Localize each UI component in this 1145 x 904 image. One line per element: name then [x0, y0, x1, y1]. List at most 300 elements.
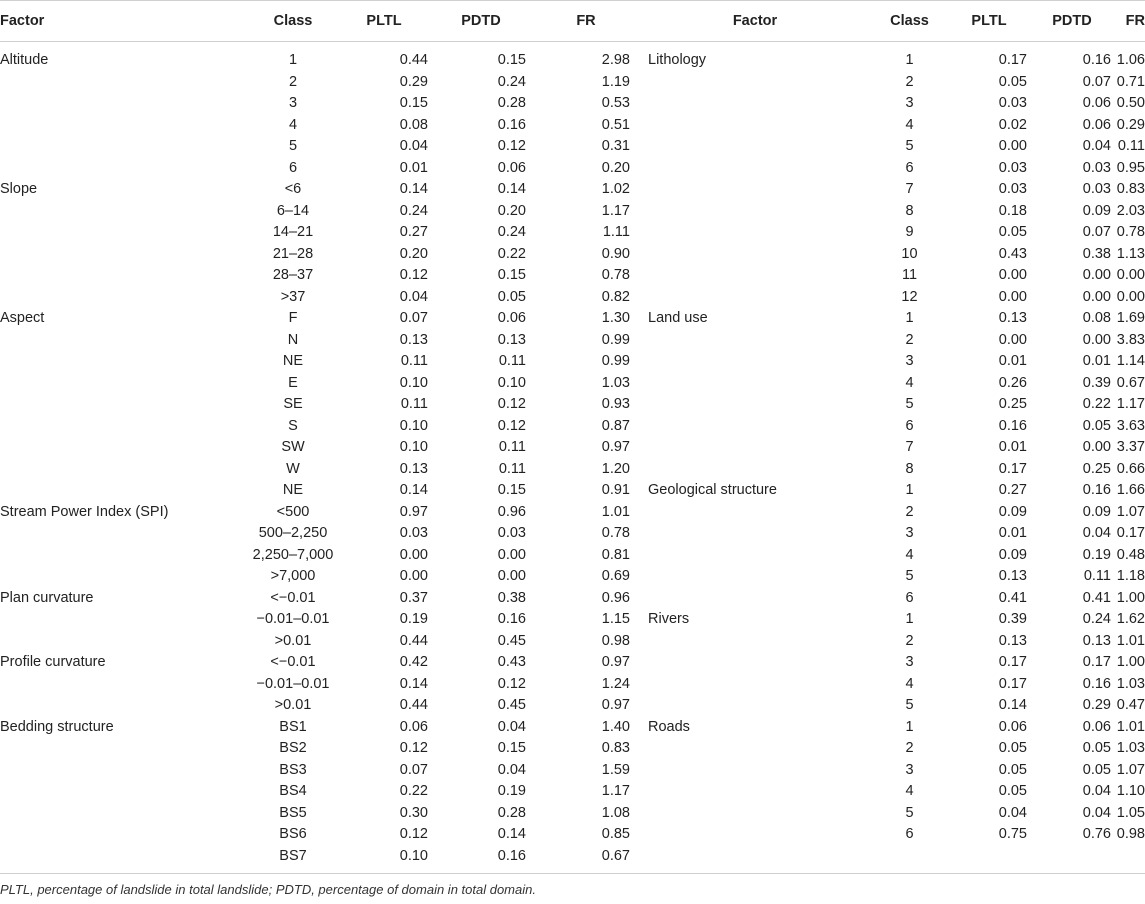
factor-cell [0, 330, 248, 352]
pdtd-cell: 0.05 [430, 287, 532, 309]
class-cell: 1 [870, 42, 949, 72]
factor-cell [0, 222, 248, 244]
pdtd-cell: 0.16 [430, 846, 532, 874]
pltl-cell: 0.10 [338, 846, 430, 874]
factor-cell [640, 72, 870, 94]
class-cell: 2,250–7,000 [248, 545, 338, 567]
fr-cell: 0.91 [532, 480, 640, 502]
pltl-cell: 0.44 [338, 695, 430, 717]
pltl-cell: 0.19 [338, 609, 430, 631]
fr-cell: 1.15 [532, 609, 640, 631]
pdtd-cell: 0.00 [1029, 265, 1115, 287]
pdtd-cell: 0.10 [430, 373, 532, 395]
factor-cell [640, 738, 870, 760]
pltl-cell: 0.05 [949, 781, 1029, 803]
fr-cell: 1.05 [1115, 803, 1145, 825]
fr-cell: 3.63 [1115, 416, 1145, 438]
class-cell: >0.01 [248, 631, 338, 653]
pltl-cell: 0.01 [949, 523, 1029, 545]
fr-cell: 1.07 [1115, 760, 1145, 782]
fr-cell: 0.97 [532, 695, 640, 717]
fr-cell: 1.07 [1115, 502, 1145, 524]
factor-cell [640, 93, 870, 115]
factor-cell [0, 115, 248, 137]
class-cell: <−0.01 [248, 588, 338, 610]
class-cell: 9 [870, 222, 949, 244]
class-cell [870, 846, 949, 874]
class-cell: <500 [248, 502, 338, 524]
pltl-cell: 0.07 [338, 308, 430, 330]
class-cell: S [248, 416, 338, 438]
table-row [0, 244, 1145, 266]
table-row [0, 265, 1145, 287]
pdtd-cell: 0.06 [1029, 115, 1115, 137]
pdtd-cell: 0.11 [430, 459, 532, 481]
table-row [0, 588, 1145, 610]
fr-cell: 1.03 [532, 373, 640, 395]
fr-cell: 0.85 [532, 824, 640, 846]
fr-cell: 1.08 [532, 803, 640, 825]
fr-cell: 1.18 [1115, 566, 1145, 588]
class-cell: 3 [870, 523, 949, 545]
pdtd-cell: 0.07 [1029, 222, 1115, 244]
table-row [0, 136, 1145, 158]
table-row [0, 781, 1145, 803]
class-cell: >37 [248, 287, 338, 309]
fr-cell: 1.20 [532, 459, 640, 481]
pdtd-cell: 0.03 [430, 523, 532, 545]
pdtd-cell: 0.29 [1029, 695, 1115, 717]
pltl-cell: 0.03 [949, 158, 1029, 180]
factor-cell: Plan curvature [0, 588, 248, 610]
class-cell: 3 [870, 351, 949, 373]
factor-cell [640, 201, 870, 223]
fr-cell: 0.99 [532, 351, 640, 373]
class-cell: 4 [870, 781, 949, 803]
class-cell: 5 [870, 566, 949, 588]
fr-cell: 1.13 [1115, 244, 1145, 266]
pltl-cell: 0.07 [338, 760, 430, 782]
pltl-cell: 0.27 [949, 480, 1029, 502]
fr-cell: 2.98 [532, 42, 640, 72]
factor-cell [640, 502, 870, 524]
pdtd-cell: 0.00 [1029, 437, 1115, 459]
class-cell: 1 [870, 609, 949, 631]
fr-cell: 1.06 [1115, 42, 1145, 72]
fr-cell: 1.17 [532, 201, 640, 223]
factor-cell [640, 437, 870, 459]
class-cell: 4 [870, 545, 949, 567]
fr-cell: 0.97 [532, 437, 640, 459]
class-cell: 4 [870, 674, 949, 696]
table-row [0, 695, 1145, 717]
class-cell: 3 [870, 760, 949, 782]
pdtd-cell: 0.12 [430, 416, 532, 438]
factor-cell [640, 588, 870, 610]
table-row [0, 158, 1145, 180]
pdtd-cell: 0.04 [1029, 136, 1115, 158]
pltl-cell: 0.14 [949, 695, 1029, 717]
pltl-cell: 0.03 [338, 523, 430, 545]
factor-cell [0, 287, 248, 309]
table-row [0, 287, 1145, 309]
pdtd-cell: 0.43 [430, 652, 532, 674]
fr-cell: 0.78 [1115, 222, 1145, 244]
class-cell: 3 [248, 93, 338, 115]
factor-cell [0, 394, 248, 416]
class-cell: SW [248, 437, 338, 459]
fr-cell: 0.31 [532, 136, 640, 158]
fr-cell: 1.11 [532, 222, 640, 244]
factor-cell [640, 244, 870, 266]
pdtd-cell: 0.16 [430, 609, 532, 631]
header-fr: FR [1115, 1, 1145, 42]
pltl-cell: 0.43 [949, 244, 1029, 266]
table-row [0, 609, 1145, 631]
factor-cell [0, 760, 248, 782]
fr-cell [1115, 846, 1145, 874]
table-row [0, 760, 1145, 782]
pltl-cell: 0.14 [338, 179, 430, 201]
table-row [0, 846, 1145, 874]
pltl-cell: 0.11 [338, 351, 430, 373]
factor-cell [0, 351, 248, 373]
factor-cell [0, 545, 248, 567]
factor-cell: Stream Power Index (SPI) [0, 502, 248, 524]
header-row [0, 1, 1145, 42]
fr-cell: 0.98 [532, 631, 640, 653]
factor-cell: Altitude [0, 42, 248, 72]
pltl-cell [949, 846, 1029, 874]
pdtd-cell: 0.05 [1029, 760, 1115, 782]
class-cell: 5 [870, 136, 949, 158]
fr-cell: 0.66 [1115, 459, 1145, 481]
factor-cell [640, 330, 870, 352]
pdtd-cell: 0.17 [1029, 652, 1115, 674]
table-row [0, 373, 1145, 395]
pltl-cell: 0.42 [338, 652, 430, 674]
table-row [0, 566, 1145, 588]
pdtd-cell: 0.09 [1029, 502, 1115, 524]
class-cell: 21–28 [248, 244, 338, 266]
fr-cell: 1.59 [532, 760, 640, 782]
fr-cell: 1.02 [532, 179, 640, 201]
fr-cell: 0.47 [1115, 695, 1145, 717]
pdtd-cell: 0.11 [430, 351, 532, 373]
class-cell: −0.01–0.01 [248, 674, 338, 696]
fr-cell: 1.01 [1115, 631, 1145, 653]
header-fr: FR [532, 1, 640, 42]
fr-cell: 1.01 [1115, 717, 1145, 739]
pdtd-cell: 0.13 [430, 330, 532, 352]
pdtd-cell: 0.20 [430, 201, 532, 223]
pdtd-cell: 0.38 [430, 588, 532, 610]
table-row [0, 330, 1145, 352]
class-cell: W [248, 459, 338, 481]
class-cell: 500–2,250 [248, 523, 338, 545]
table-row [0, 803, 1145, 825]
pltl-cell: 0.17 [949, 42, 1029, 72]
fr-cell: 0.53 [532, 93, 640, 115]
factor-cell [640, 545, 870, 567]
class-cell: 8 [870, 201, 949, 223]
pdtd-cell: 0.15 [430, 480, 532, 502]
class-cell: 6–14 [248, 201, 338, 223]
factor-cell [640, 222, 870, 244]
pdtd-cell: 0.01 [1029, 351, 1115, 373]
factor-cell [640, 394, 870, 416]
class-cell: 28–37 [248, 265, 338, 287]
pltl-cell: 0.26 [949, 373, 1029, 395]
pdtd-cell: 0.15 [430, 42, 532, 72]
pltl-cell: 0.01 [338, 158, 430, 180]
pltl-cell: 0.12 [338, 738, 430, 760]
pdtd-cell: 0.19 [430, 781, 532, 803]
pltl-cell: 0.09 [949, 502, 1029, 524]
pdtd-cell: 0.25 [1029, 459, 1115, 481]
header-factor: Factor [0, 1, 248, 42]
class-cell: 5 [870, 803, 949, 825]
pdtd-cell: 0.04 [430, 760, 532, 782]
pltl-cell: 0.17 [949, 652, 1029, 674]
pltl-cell: 0.02 [949, 115, 1029, 137]
class-cell: BS4 [248, 781, 338, 803]
pltl-cell: 0.14 [338, 480, 430, 502]
class-cell: BS6 [248, 824, 338, 846]
pdtd-cell: 0.22 [1029, 394, 1115, 416]
pdtd-cell: 0.15 [430, 738, 532, 760]
class-cell: 5 [248, 136, 338, 158]
footnote-row [0, 874, 1145, 904]
pdtd-cell: 0.39 [1029, 373, 1115, 395]
pdtd-cell: 0.45 [430, 695, 532, 717]
fr-cell: 0.95 [1115, 158, 1145, 180]
factor-cell [640, 265, 870, 287]
table-row [0, 115, 1145, 137]
pdtd-cell: 0.22 [430, 244, 532, 266]
factor-cell [640, 115, 870, 137]
class-cell: 10 [870, 244, 949, 266]
fr-cell: 0.78 [532, 265, 640, 287]
pdtd-cell: 0.38 [1029, 244, 1115, 266]
fr-cell: 0.29 [1115, 115, 1145, 137]
fr-cell: 1.00 [1115, 588, 1145, 610]
pltl-cell: 0.13 [338, 330, 430, 352]
pltl-cell: 0.04 [338, 136, 430, 158]
fr-cell: 0.67 [532, 846, 640, 874]
pltl-cell: 0.16 [949, 416, 1029, 438]
pdtd-cell: 0.05 [1029, 738, 1115, 760]
class-cell: 3 [870, 93, 949, 115]
fr-cell: 0.20 [532, 158, 640, 180]
fr-cell: 3.83 [1115, 330, 1145, 352]
fr-cell: 3.37 [1115, 437, 1145, 459]
pltl-cell: 0.08 [338, 115, 430, 137]
pdtd-cell: 0.06 [430, 308, 532, 330]
fr-cell: 0.81 [532, 545, 640, 567]
factor-cell [640, 566, 870, 588]
factor-cell [0, 437, 248, 459]
pdtd-cell: 0.24 [430, 222, 532, 244]
class-cell: 2 [870, 631, 949, 653]
factor-cell [640, 351, 870, 373]
pdtd-cell: 0.76 [1029, 824, 1115, 846]
fr-cell: 0.67 [1115, 373, 1145, 395]
factor-cell [0, 480, 248, 502]
pltl-cell: 0.04 [338, 287, 430, 309]
pdtd-cell: 0.11 [1029, 566, 1115, 588]
table-row [0, 480, 1145, 502]
table-row [0, 201, 1145, 223]
header-class: Class [248, 1, 338, 42]
factor-cell [0, 824, 248, 846]
fr-cell: 1.17 [532, 781, 640, 803]
factor-cell [0, 674, 248, 696]
table-row [0, 824, 1145, 846]
class-cell: 1 [248, 42, 338, 72]
class-cell: <6 [248, 179, 338, 201]
factor-cell: Land use [640, 308, 870, 330]
pltl-cell: 0.22 [338, 781, 430, 803]
table-body [0, 42, 1145, 874]
fr-cell: 1.03 [1115, 738, 1145, 760]
pdtd-cell: 0.15 [430, 265, 532, 287]
class-cell: BS1 [248, 717, 338, 739]
fr-cell: 0.99 [532, 330, 640, 352]
factor-cell [640, 136, 870, 158]
class-cell: 6 [870, 158, 949, 180]
pltl-cell: 0.05 [949, 760, 1029, 782]
fr-cell: 1.30 [532, 308, 640, 330]
fr-cell: 0.51 [532, 115, 640, 137]
pdtd-cell: 0.12 [430, 136, 532, 158]
table-row [0, 652, 1145, 674]
factor-cell [0, 459, 248, 481]
pltl-cell: 0.05 [949, 222, 1029, 244]
fr-cell: 1.17 [1115, 394, 1145, 416]
factor-cell [640, 416, 870, 438]
fr-cell: 1.69 [1115, 308, 1145, 330]
pdtd-cell: 0.11 [430, 437, 532, 459]
pltl-cell: 0.15 [338, 93, 430, 115]
class-cell: 3 [870, 652, 949, 674]
fr-cell: 1.24 [532, 674, 640, 696]
pdtd-cell: 0.16 [1029, 42, 1115, 72]
pltl-cell: 0.01 [949, 437, 1029, 459]
class-cell: 4 [870, 373, 949, 395]
pltl-cell: 0.00 [949, 265, 1029, 287]
fr-cell: 1.40 [532, 717, 640, 739]
pltl-cell: 0.10 [338, 373, 430, 395]
pltl-cell: 0.06 [949, 717, 1029, 739]
pdtd-cell: 0.08 [1029, 308, 1115, 330]
pltl-cell: 0.00 [338, 566, 430, 588]
fr-cell: 0.83 [532, 738, 640, 760]
pltl-cell: 0.10 [338, 416, 430, 438]
class-cell: 6 [870, 416, 949, 438]
factor-cell [640, 695, 870, 717]
table-row [0, 42, 1145, 72]
table-row [0, 631, 1145, 653]
fr-cell: 1.03 [1115, 674, 1145, 696]
table-row [0, 72, 1145, 94]
table-row [0, 459, 1145, 481]
pdtd-cell: 0.04 [1029, 781, 1115, 803]
fr-cell: 0.97 [532, 652, 640, 674]
class-cell: F [248, 308, 338, 330]
factor-cell [0, 631, 248, 653]
class-cell: 2 [870, 330, 949, 352]
class-cell: 11 [870, 265, 949, 287]
pltl-cell: 0.44 [338, 631, 430, 653]
pltl-cell: 0.97 [338, 502, 430, 524]
fr-cell: 0.11 [1115, 136, 1145, 158]
factor-cell [0, 244, 248, 266]
pltl-cell: 0.41 [949, 588, 1029, 610]
pdtd-cell: 0.06 [1029, 717, 1115, 739]
factor-cell [640, 846, 870, 874]
class-cell: 7 [870, 437, 949, 459]
fr-cell: 1.62 [1115, 609, 1145, 631]
pdtd-cell: 0.00 [430, 566, 532, 588]
class-cell: BS7 [248, 846, 338, 874]
factor-cell: Profile curvature [0, 652, 248, 674]
class-cell: −0.01–0.01 [248, 609, 338, 631]
fr-cell: 0.71 [1115, 72, 1145, 94]
pltl-cell: 0.44 [338, 42, 430, 72]
fr-cell: 0.93 [532, 394, 640, 416]
class-cell: 6 [870, 588, 949, 610]
factor-cell [640, 824, 870, 846]
pdtd-cell: 0.03 [1029, 158, 1115, 180]
class-cell: E [248, 373, 338, 395]
factor-cell [0, 158, 248, 180]
factor-cell [0, 416, 248, 438]
class-cell: BS2 [248, 738, 338, 760]
pltl-cell: 0.39 [949, 609, 1029, 631]
fr-cell: 0.87 [532, 416, 640, 438]
pltl-cell: 0.13 [338, 459, 430, 481]
pltl-cell: 0.12 [338, 824, 430, 846]
class-cell: 7 [870, 179, 949, 201]
pltl-cell: 0.20 [338, 244, 430, 266]
table-row [0, 523, 1145, 545]
fr-cell: 0.50 [1115, 93, 1145, 115]
fr-cell: 2.03 [1115, 201, 1145, 223]
factor-cell: Geological structure [640, 480, 870, 502]
class-cell: N [248, 330, 338, 352]
pdtd-cell: 0.05 [1029, 416, 1115, 438]
pdtd-cell: 0.12 [430, 394, 532, 416]
factor-cell [0, 781, 248, 803]
table-row [0, 674, 1145, 696]
pltl-cell: 0.11 [338, 394, 430, 416]
table-row [0, 351, 1145, 373]
factor-cell [640, 760, 870, 782]
pdtd-cell [1029, 846, 1115, 874]
pdtd-cell: 0.45 [430, 631, 532, 653]
pdtd-cell: 0.41 [1029, 588, 1115, 610]
fr-cell: 0.98 [1115, 824, 1145, 846]
pltl-cell: 0.00 [949, 287, 1029, 309]
fr-cell: 1.10 [1115, 781, 1145, 803]
class-cell: 5 [870, 394, 949, 416]
pltl-cell: 0.29 [338, 72, 430, 94]
table-row [0, 93, 1145, 115]
pdtd-cell: 0.24 [430, 72, 532, 94]
table-row [0, 416, 1145, 438]
pdtd-cell: 0.16 [1029, 480, 1115, 502]
